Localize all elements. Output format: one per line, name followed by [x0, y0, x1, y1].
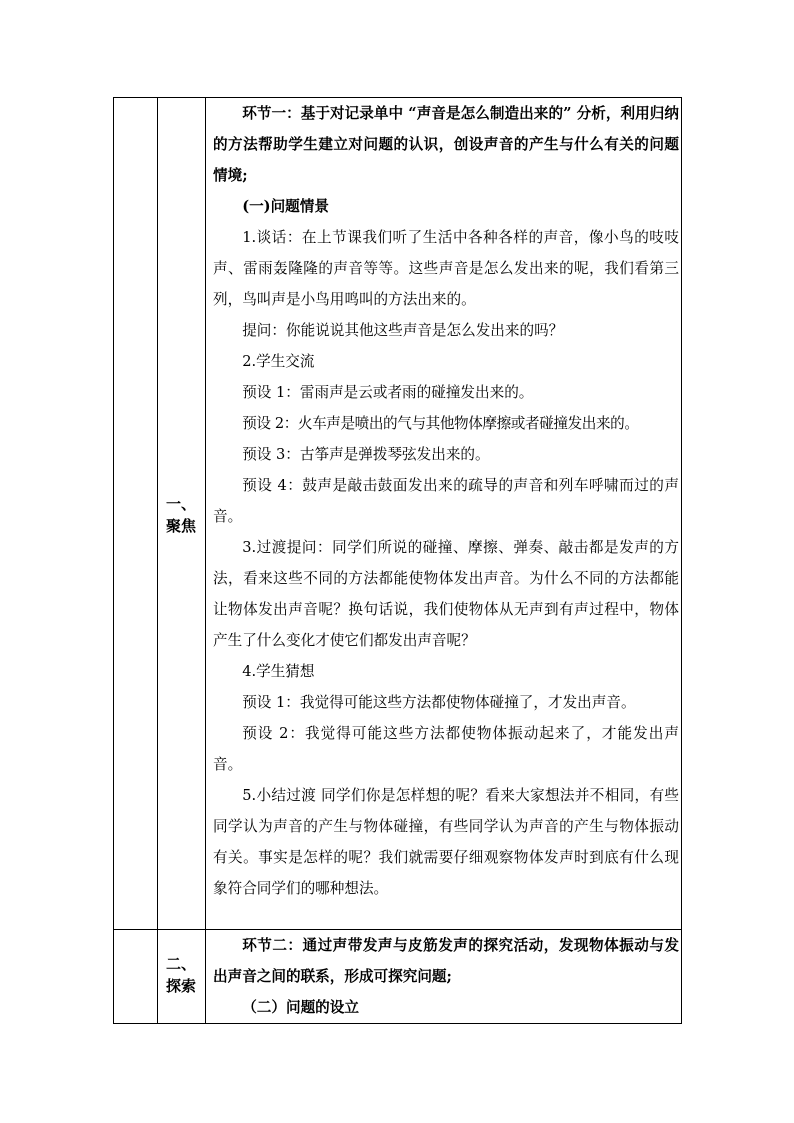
paragraph: 1.谈话：在上节课我们听了生活中各种各样的声音，像小鸟的吱吱声、雷雨轰隆隆的声音等等。这些声音是怎么发出来的呢，我们看第三列，鸟叫声是小鸟用鸣叫的方法出来的。	[213, 229, 679, 308]
row-label-text: 探索	[165, 977, 196, 995]
row-label-number: 一、	[165, 495, 196, 513]
table-divider-2	[205, 97, 206, 1024]
paragraph: 预设 2：我觉得可能这些方法都使物体振动起来了，才能发出声音。	[213, 725, 679, 773]
paragraph: 3.过渡提问：同学们所说的碰撞、摩擦、弹奏、敲击都是发声的方法，看来这些不同的方法都能使物体发出声音。为什么不同的方法都能让物体发出声音呢？换句话说，我们使物体从无声到有声过程中，物体产生了什么变化才使它们都发出声音呢？	[213, 539, 679, 649]
row-label-text: 聚焦	[165, 517, 196, 535]
row-label-number: 二、	[165, 955, 196, 973]
paragraph: 5.小结过渡 同学们你是怎样想的呢？看来大家想法并不相同，有些同学认为声音的产生与物体碰撞，有些同学认为声音的产生与物体振动有关。事实是怎样的呢？我们就需要仔细观察物体发声时到底有什么现象符合同学们的哪种想法。	[213, 787, 679, 897]
table-divider-1	[157, 97, 158, 1024]
paragraph: 2.学生交流	[242, 353, 315, 370]
section-heading: 环节二：通过声带发声与皮筋发声的探究活动，发现物体振动与发出声音之间的联系，形成可探究问题;	[213, 937, 679, 985]
paragraph: 预设 4：鼓声是敲击鼓面发出来的疏导的声音和列车呼啸而过的声音。	[213, 477, 679, 525]
paragraph: 预设 3：古筝声是弹拨琴弦发出来的。	[242, 446, 490, 463]
section-heading: 环节一：基于对记录单中 “声音是怎么制造出来的” 分析，利用归纳的方法帮助学生建立对问题的认识，创设声音的产生与什么有关的问题情境;	[213, 105, 679, 184]
row-content-explore	[213, 930, 679, 1023]
row-label-explore	[158, 953, 204, 997]
subsection-heading: (一)问题情景	[242, 198, 329, 215]
paragraph: 预设 2：火车声是喷出的气与其他物体摩擦或者碰撞发出来的。	[242, 415, 639, 432]
table-border-left	[113, 97, 114, 1024]
paragraph: 4.学生猜想	[242, 663, 315, 680]
table-border-bottom	[113, 1023, 682, 1024]
paragraph: 提问：你能说说其他这些声音是怎么发出来的吗？	[242, 322, 564, 339]
paragraph: 预设 1：雷雨声是云或者雨的碰撞发出来的。	[242, 384, 534, 401]
table-border-right	[681, 97, 682, 1024]
paragraph: 预设 1：我觉得可能这些方法都使物体碰撞了，才发出声音。	[242, 694, 636, 711]
row-content-focus	[213, 98, 679, 904]
row-label-focus	[158, 493, 204, 537]
subsection-heading: （二）问题的设立	[242, 999, 359, 1016]
